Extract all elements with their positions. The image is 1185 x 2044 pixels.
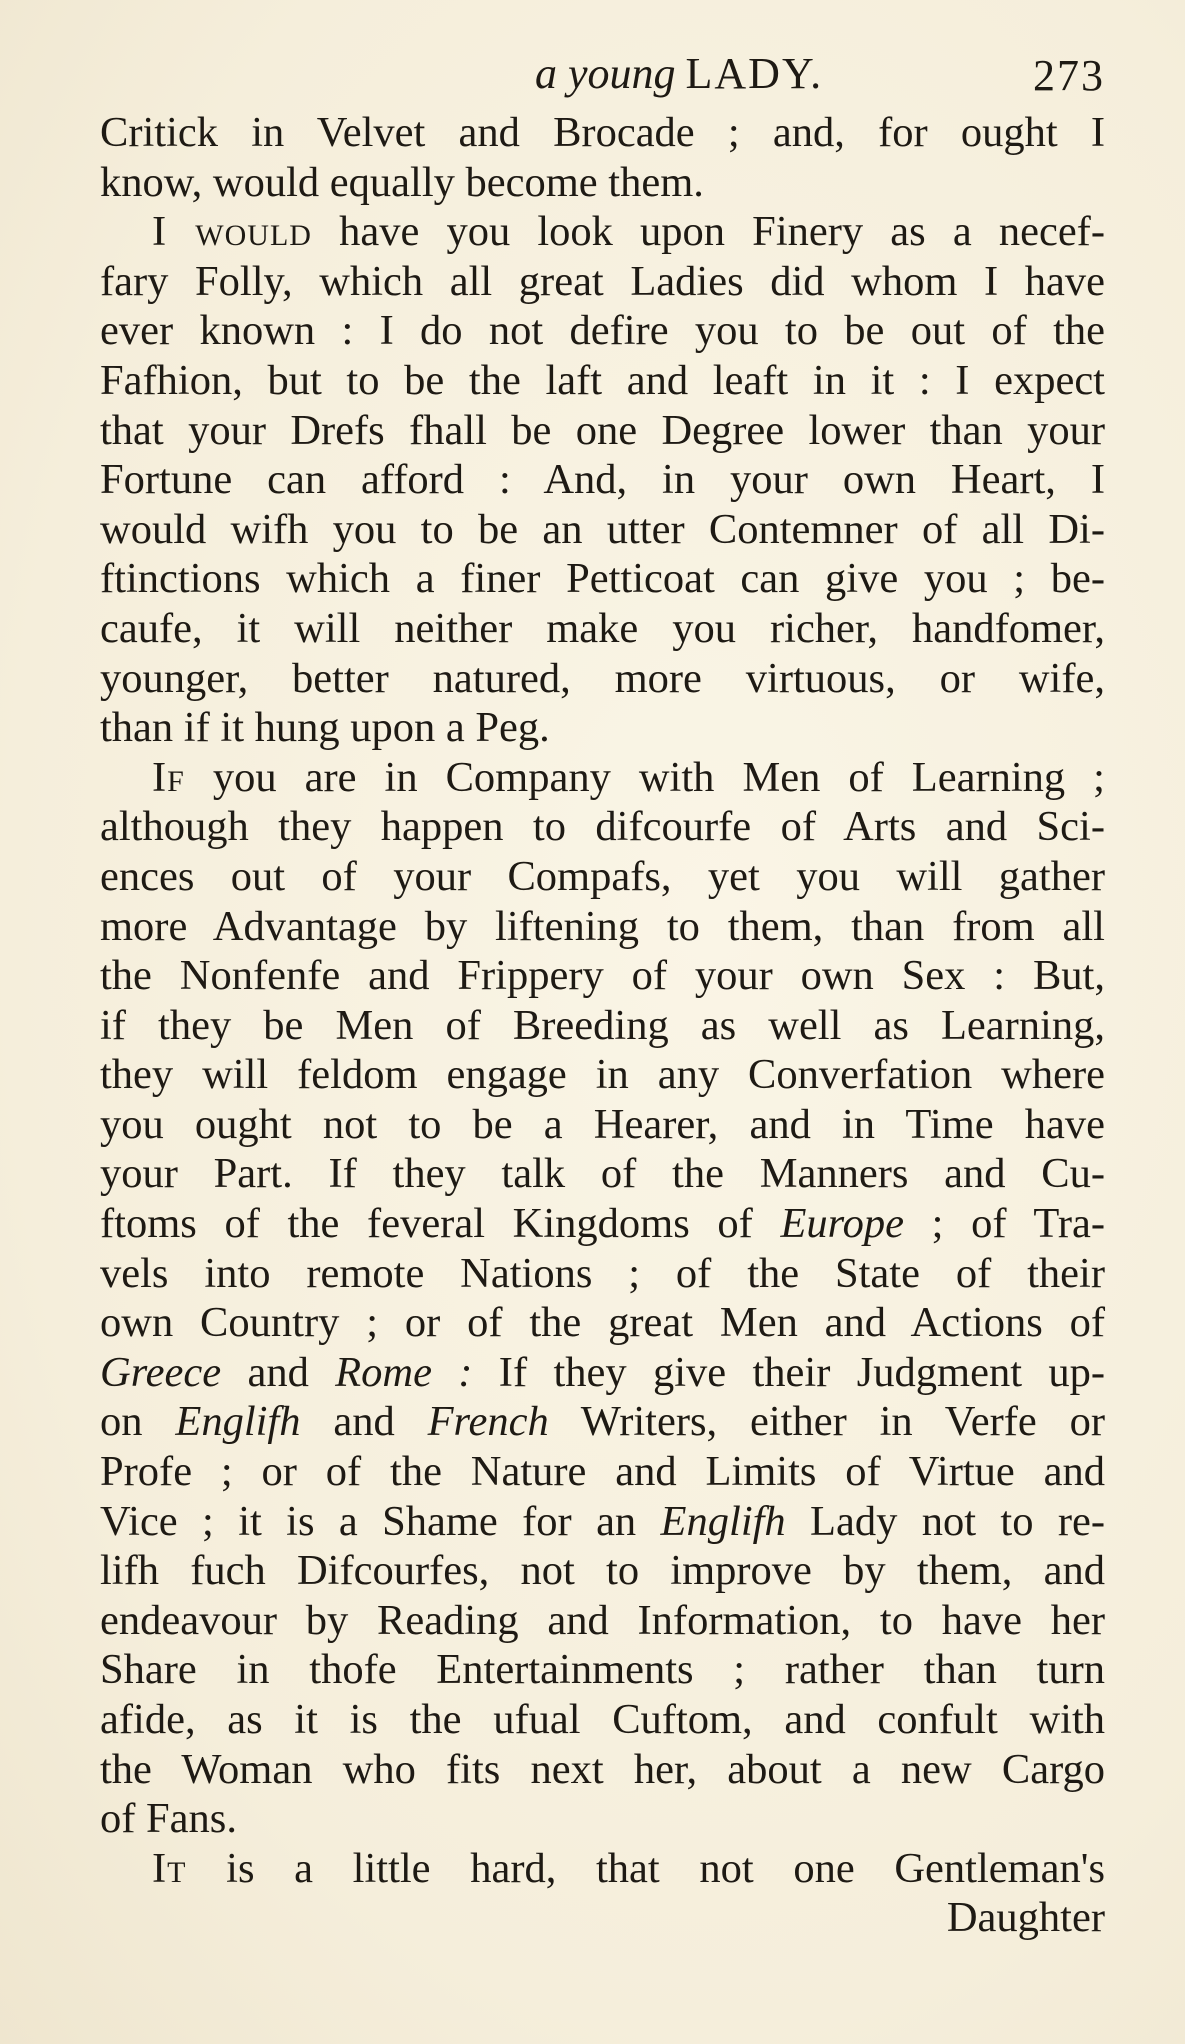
text-line (100, 1199, 1105, 1249)
text-line (100, 158, 1105, 208)
text-line (100, 257, 1105, 307)
text-line (100, 1893, 1105, 1943)
text-line (100, 1298, 1105, 1348)
text-line (100, 406, 1105, 456)
text-line (100, 654, 1105, 704)
text-segment: than if it hung upon a Peg. (100, 704, 550, 752)
body-text (100, 108, 1105, 1943)
text-segment: ences out of your Compafs, yet you will gather (100, 852, 1105, 900)
text-segment: Daughter (946, 1894, 1105, 1942)
text-segment: If they give their Judgment up- (472, 1348, 1105, 1396)
italic-text: Rome : (335, 1348, 473, 1396)
italic-text: French (427, 1398, 549, 1446)
text-segment: of Fans. (100, 1795, 237, 1843)
text-line (100, 1447, 1105, 1497)
text-segment: vels into remote Nations ; of the State of their (100, 1249, 1105, 1297)
text-segment: on (100, 1398, 176, 1446)
text-line (100, 207, 1105, 257)
italic-text: Englifh (660, 1497, 786, 1545)
small-caps-text: It (152, 1844, 187, 1892)
text-segment: Critick in Velvet and Brocade ; and, for ought I (100, 109, 1105, 156)
text-segment: endeavour by Reading and Information, to have her (100, 1596, 1105, 1644)
text-segment: afide, as it is the ufual Cuftom, and confult with (100, 1696, 1105, 1743)
text-line (100, 1001, 1105, 1051)
italic-text: Europe (780, 1200, 904, 1248)
text-line (100, 703, 1105, 753)
text-line (100, 604, 1105, 654)
text-line (100, 852, 1105, 902)
text-segment: Fortune can afford : And, in your own Heart, I (100, 456, 1105, 504)
text-line (100, 802, 1105, 852)
text-line (100, 1596, 1105, 1646)
text-segment: they will feldom engage in any Converfation where (100, 1051, 1105, 1099)
text-segment: the Nonfenfe and Frippery of your own Sex : But, (100, 952, 1105, 1000)
text-segment: Fafhion, but to be the laft and leaft in it : I expect (100, 356, 1105, 404)
text-line (100, 108, 1105, 158)
text-line (100, 1397, 1105, 1447)
text-segment: Share in thofe Entertainments ; rather than turn (100, 1646, 1105, 1694)
text-segment: your Part. If they talk of the Manners and Cu- (100, 1150, 1105, 1198)
text-segment: and (300, 1398, 428, 1446)
text-segment: own Country ; or of the great Men and Actions of (100, 1299, 1105, 1347)
text-line (100, 1794, 1105, 1844)
text-segment: younger, better natured, more virtuous, or wife, (100, 654, 1105, 702)
text-segment: Profe ; or of the Nature and Limits of Virtue and (100, 1448, 1105, 1496)
text-segment: although they happen to difcourfe of Arts and Sci- (100, 803, 1105, 851)
text-segment: caufe, it will neither make you richer, handfomer, (100, 604, 1105, 652)
text-segment: Writers, either in Verfe or (548, 1398, 1106, 1446)
text-line (100, 951, 1105, 1001)
text-segment: have you look upon Finery as a necef- (311, 208, 1105, 256)
running-head-italic: a young (535, 49, 676, 98)
text-line (100, 554, 1105, 604)
text-line (100, 1695, 1105, 1745)
text-line (100, 1645, 1105, 1695)
text-segment: the Woman who fits next her, about a new Cargo (100, 1745, 1105, 1793)
text-segment: more Advantage by liftening to them, than from all (100, 902, 1105, 950)
text-segment: ever known : I do not defire you to be out of the (100, 307, 1105, 355)
text-segment: and (221, 1348, 336, 1396)
text-segment: that your Drefs fhall be one Degree lower than your (100, 406, 1105, 454)
small-caps-text: I would (152, 208, 312, 256)
text-segment: Lady not to re- (785, 1497, 1105, 1545)
text-line (100, 1546, 1105, 1596)
text-line (100, 1844, 1105, 1894)
text-line (100, 1100, 1105, 1150)
text-line (100, 306, 1105, 356)
text-segment: Vice ; it is a Shame for an (100, 1497, 661, 1545)
text-segment: is a little hard, that not one Gentleman's (186, 1844, 1105, 1892)
text-line (100, 1149, 1105, 1199)
running-head (535, 48, 823, 99)
text-segment: if they be Men of Breeding as well as Learning, (100, 1001, 1105, 1049)
page-header (100, 48, 1105, 108)
text-segment: would wifh you to be an utter Contemner of all Di- (100, 505, 1105, 553)
text-line (100, 1348, 1105, 1398)
text-line (100, 1249, 1105, 1299)
small-caps-text: If (152, 753, 185, 801)
text-line (100, 356, 1105, 406)
text-segment: fary Folly, which all great Ladies did whom I have (100, 257, 1105, 305)
text-line (100, 902, 1105, 952)
text-segment: ftinctions which a finer Petticoat can give you ; be- (100, 555, 1105, 603)
text-segment: you ought not to be a Hearer, and in Time have (100, 1100, 1105, 1148)
text-line (100, 1497, 1105, 1547)
italic-text: Greece (100, 1348, 222, 1396)
text-segment: lifh fuch Difcourfes, not to improve by them, and (100, 1547, 1105, 1595)
text-segment: you are in Company with Men of Learning ; (184, 753, 1105, 801)
text-line (100, 753, 1105, 803)
text-segment: know, would equally become them. (100, 158, 704, 206)
italic-text: Englifh (175, 1398, 301, 1446)
text-segment: ftoms of the feveral Kingdoms of (100, 1200, 781, 1248)
text-line (100, 455, 1105, 505)
text-line (100, 1050, 1105, 1100)
page-number: 273 (1033, 51, 1105, 100)
text-segment: ; of Tra- (903, 1200, 1105, 1248)
running-head-caps: LADY. (685, 49, 824, 98)
text-line (100, 1745, 1105, 1795)
text-line (100, 505, 1105, 555)
